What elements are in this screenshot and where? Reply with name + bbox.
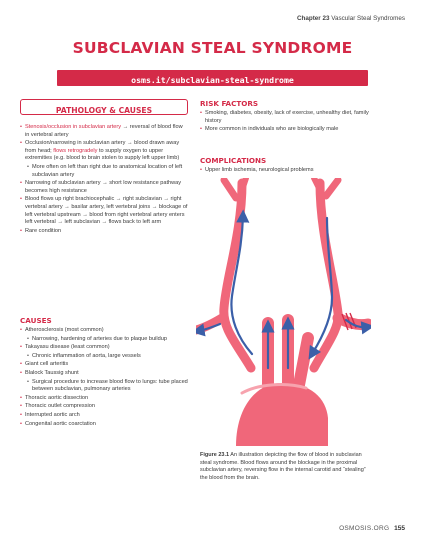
item-text: Blood flows up right brachiocephalic → right subclavian → right vertebral artery → basilar artery, left vertebral joins → blockage of left vertebral upstream → blood from right vertebral artery enters left vertebral → left subclavian → flows back to left arm: [25, 196, 188, 226]
chapter-number: Chapter 23: [296, 15, 330, 22]
item-text: Chronic inflammation of aorta, large vessels: [32, 352, 141, 359]
pathology-heading: PATHOLOGY & CAUSES: [55, 106, 153, 115]
item-text: Occlusion/narrowing in subclavian artery → blood drawn away from head;: [25, 140, 180, 154]
left-branch-top-2: [242, 178, 246, 190]
figure-caption-text: An illustration depicting the flow of blood in subclavian steal syndrome. Blood flows around the blockage in the proximal subclavian artery, reversing flow in the internal carotid and “stealing” the blood from the brain.: [200, 452, 366, 481]
causes-item: [20, 344, 188, 352]
item-text: Congenital aortic coarctation: [25, 420, 96, 427]
pathology-heading-box: [20, 99, 188, 115]
item-text: Upper limb ischemia, neurological problems: [205, 167, 314, 173]
highlighted-text: flows retrogradely: [53, 147, 98, 154]
page-footer: [339, 525, 405, 532]
causes-item: [20, 361, 188, 369]
subclavian-steal-illustration: [196, 178, 371, 446]
figure-label: Figure 23.1: [200, 452, 230, 458]
item-text: to supply oxygen to upper extremities (e.g. blood to brain stolen to supply left upper limb): [25, 147, 180, 162]
complications-item: [200, 167, 372, 175]
item-text: Thoracic outlet compression: [25, 403, 95, 410]
risk-factors-item: [200, 110, 372, 125]
item-text: Blalock Taussig shunt: [25, 369, 79, 376]
highlighted-text: Stenosis/occlusion in subclavian artery: [25, 124, 122, 130]
chapter-header: [297, 15, 405, 22]
pathology-item: [20, 196, 188, 226]
pathology-item: [20, 228, 188, 236]
page-title: SUBCLAVIAN STEAL SYNDROME: [72, 39, 353, 57]
footer-site[interactable]: OSMOSIS.ORG: [339, 525, 390, 532]
url-banner[interactable]: [57, 70, 368, 86]
chapter-title: Vascular Steal Syndromes: [331, 15, 405, 22]
causes-list: [20, 327, 188, 429]
risk-factors-list: [200, 110, 372, 135]
item-text: Giant cell arteritis: [25, 361, 69, 368]
page-number: 155: [394, 525, 405, 532]
left-branch-top: [224, 180, 236, 198]
causes-item: [20, 412, 188, 420]
causes-item: [20, 370, 188, 378]
item-text: More common in individuals who are biologically male: [205, 126, 339, 133]
causes-heading: CAUSES: [20, 316, 52, 325]
item-text: Narrowing of subclavian artery → short low resistance pathway becomes high resistance: [25, 180, 182, 194]
item-text: Smoking, diabetes, obesity, lack of exercise, unhealthy diet, family history: [205, 110, 369, 124]
pathology-item: [20, 124, 188, 139]
pathology-item: [20, 180, 188, 195]
right-vertebral-artery: [314, 183, 338, 368]
causes-item: [20, 421, 188, 429]
item-text: Takayasu disease (least common): [25, 344, 110, 351]
complications-heading: COMPLICATIONS: [200, 156, 267, 165]
pathology-item: [20, 164, 188, 179]
causes-item: [20, 353, 188, 361]
item-text: Rare condition: [25, 227, 62, 234]
pathology-list: [20, 124, 188, 236]
item-text: Atherosclerosis (most common): [25, 327, 104, 333]
item-text: Narrowing, hardening of arteries due to plaque buildup: [32, 335, 167, 342]
risk-factors-heading: RISK FACTORS: [200, 99, 259, 108]
item-text: Interrupted aortic arch: [25, 411, 80, 418]
risk-factors-item: [200, 126, 372, 134]
complications-list: [200, 167, 372, 176]
causes-item: [20, 403, 188, 411]
pathology-item: [20, 140, 188, 163]
item-text: Surgical procedure to increase blood flow to lungs: tube placed between subclavian, pulmonary arteries: [32, 378, 188, 393]
item-text: → reversal of blood flow in vertebral artery: [25, 124, 183, 138]
causes-item: [20, 379, 188, 394]
causes-item: [20, 395, 188, 403]
causes-item: [20, 327, 188, 335]
left-vertebral-artery: [224, 183, 251, 368]
item-text: Thoracic aortic dissection: [25, 394, 89, 401]
item-text: More often on left than right due to anatomical location of left subclavian artery: [32, 163, 183, 178]
causes-item: [20, 336, 188, 344]
artery-vessels: [196, 178, 368, 390]
url-link[interactable]: osms.it/subclavian-steal-syndrome: [131, 75, 294, 85]
right-branch-top: [326, 180, 338, 196]
figure-caption: [200, 452, 368, 482]
aortic-arch: [236, 383, 328, 446]
brachiocephalic-branch: [298, 338, 308, 390]
